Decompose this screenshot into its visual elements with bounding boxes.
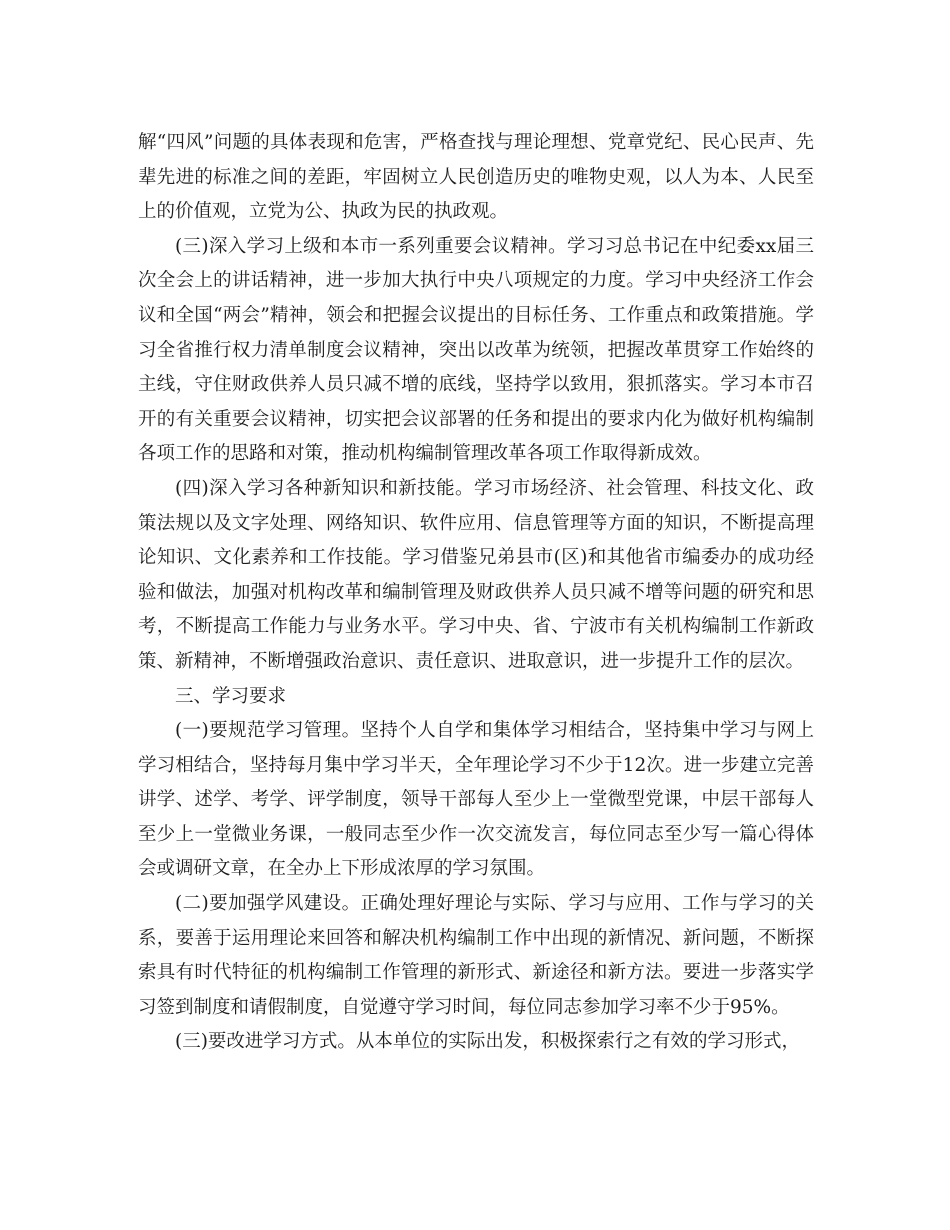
paragraph-requirement-3: (三)要改进学习方式。从本单位的实际出发，积极探索行之有效的学习形式，: [175, 1031, 800, 1053]
section-heading-requirements: 三、学习要求: [175, 685, 287, 707]
paragraph-requirement-2: (二)要加强学风建设。正确处理好理论与实际、学习与应用、工作与学习的关系，要善于运用理论来回答和解决机构编制工作中出现的新情况、新问题，不断探索具有时代特征的机构编制工作管理的新形式、新途径和新方法。要进一步落实学习签到制度和请假制度，自觉遵守学习时间，每位同志参加学习率不少于95%。: [138, 893, 814, 1018]
paragraph-section-4: (四)深入学习各种新知识和新技能。学习市场经济、社会管理、科技文化、政策法规以及文字处理、网络知识、软件应用、信息管理等方面的知识，不断提高理论知识、文化素养和工作技能。学习借鉴兄弟县市(区)和其他省市编委办的成功经验和做法，加强对机构改革和编制管理及财政供养人员只减不增等问题的研究和思考，不断提高工作能力与业务水平。学习中央、省、宁波市有关机构编制工作新政策、新精神，不断增强政治意识、责任意识、进取意识，进一步提升工作的层次。: [138, 477, 814, 672]
document-body: [138, 126, 814, 1060]
paragraph-section-3: (三)深入学习上级和本市一系列重要会议精神。学习习总书记在中纪委xx届三次全会上的讲话精神，进一步加大执行中央八项规定的力度。学习中央经济工作会议和全国“两会”精神，领会和把握会议提出的目标任务、工作重点和政策措施。学习全省推行权力清单制度会议精神，突出以改革为统领，把握改革贯穿工作始终的主线，守住财政供养人员只减不增的底线，坚持学以致用，狠抓落实。学习本市召开的有关重要会议精神，切实把会议部署的任务和提出的要求内化为做好机构编制各项工作的思路和对策，推动机构编制管理改革各项工作取得新成效。: [138, 235, 814, 465]
paragraph-continuation: 解“四风”问题的具体表现和危害，严格查找与理论理想、党章党纪、民心民声、先辈先进的标准之间的差距，牢固树立人民创造历史的唯物史观，以人为本、人民至上的价值观，立党为公、执政为民的执政观。: [138, 132, 814, 223]
paragraph-requirement-1: (一)要规范学习管理。坚持个人自学和集体学习相结合，坚持集中学习与网上学习相结合，坚持每月集中学习半天，全年理论学习不少于12次。进一步建立完善讲学、述学、考学、评学制度，领导干部每人至少上一堂微型党课，中层干部每人至少上一堂微业务课，一般同志至少作一次交流发言，每位同志至少写一篇心得体会或调研文章，在全办上下形成浓厚的学习氛围。: [138, 720, 814, 880]
